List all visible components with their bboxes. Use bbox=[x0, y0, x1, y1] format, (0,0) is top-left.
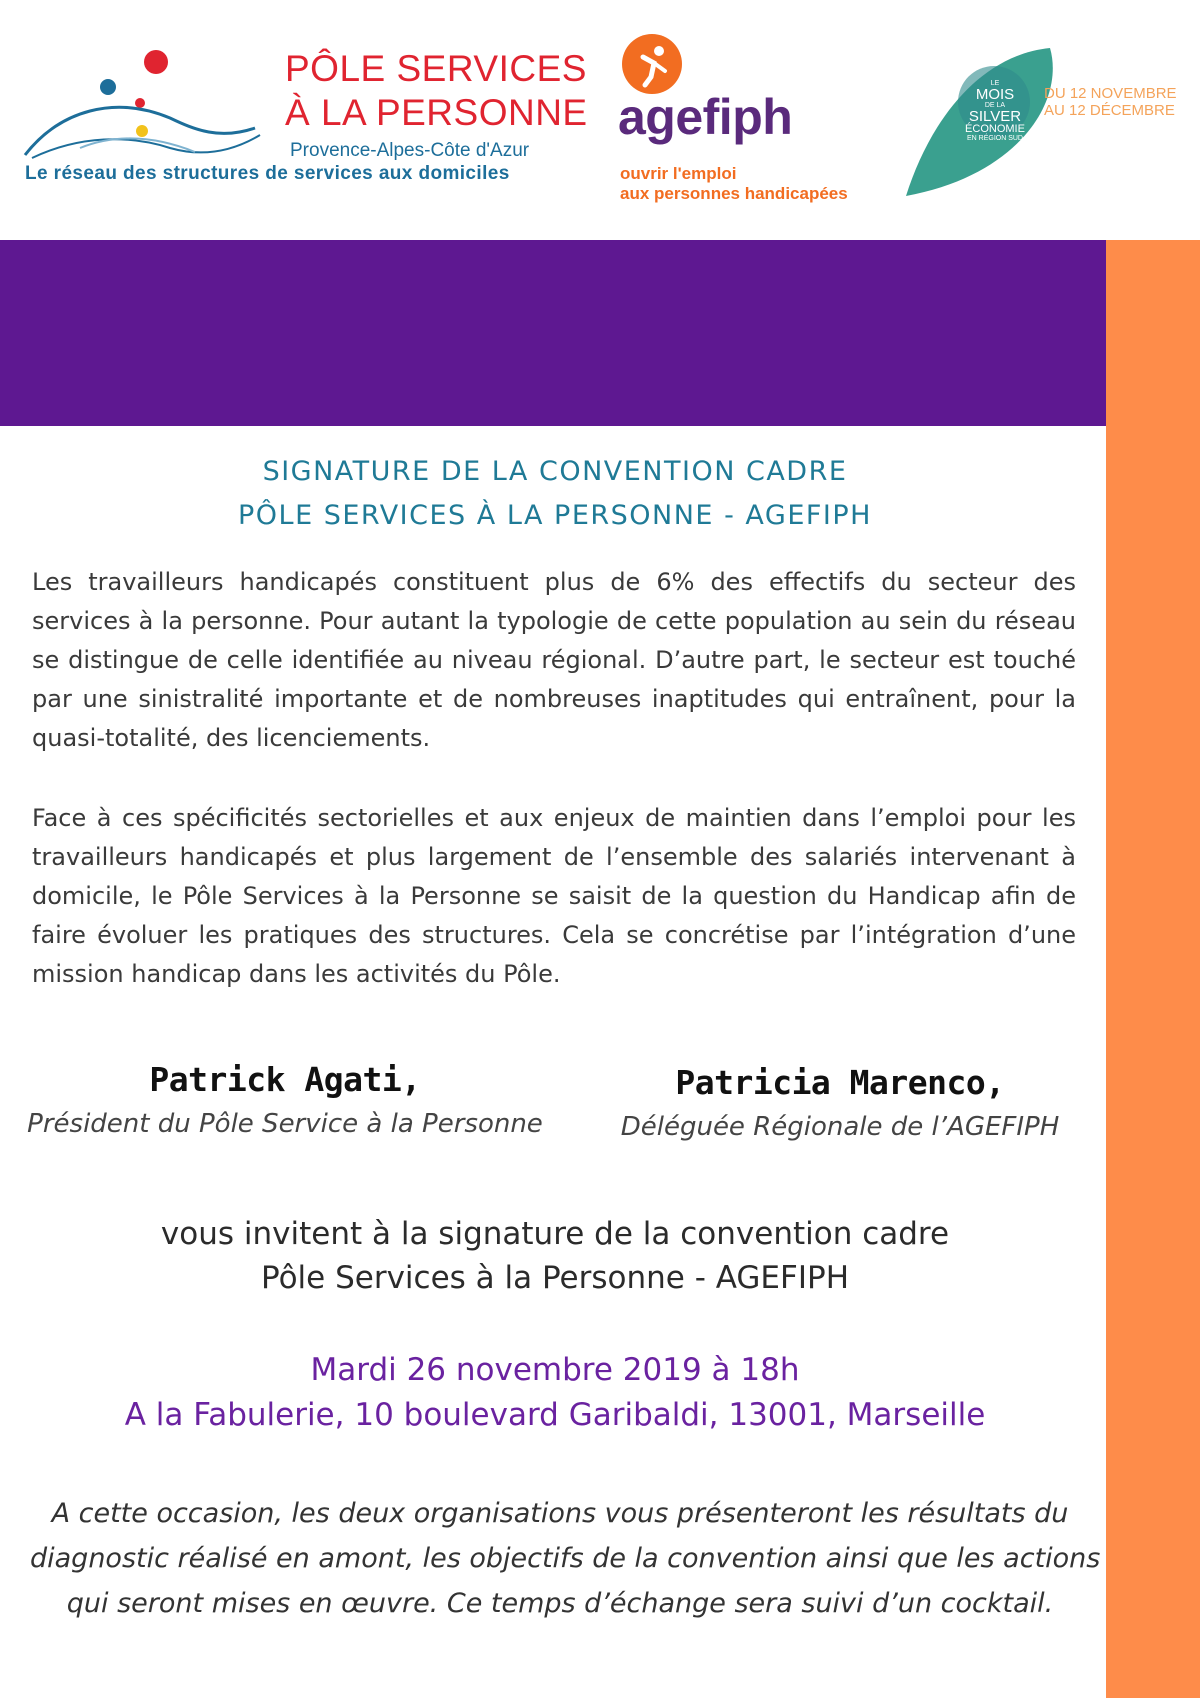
silver-region: EN RÉGION SUD bbox=[966, 135, 1023, 142]
agefiph-tagline-1: ouvrir l'emploi bbox=[620, 164, 737, 183]
intro-paragraph: Les travailleurs handicapés constituent plus de 6% des effectifs du secteur des services à la personne. Pour autant la typologie de cette population au sein du réseau se distingue de celle identifiée au niveau régional. D’autre part, le secteur est touché par une sinistralité importante et de nombreuses inaptitudes qui entraînent, pour la quasi-totalité, des licenciements. bbox=[32, 568, 1076, 752]
silver-economie-logo bbox=[900, 40, 1180, 200]
closing-line3: qui seront mises en œuvre. Ce temps d’échange sera suivi d’un cocktail. bbox=[66, 1588, 1054, 1619]
pole-logo-line2: À LA PERSONNE bbox=[285, 92, 588, 133]
header bbox=[0, 0, 1200, 240]
agefiph-tagline-2: aux personnes handicapées bbox=[620, 184, 848, 203]
invitation-line2: Pôle Services à la Personne - AGEFIPH bbox=[260, 1260, 850, 1296]
pole-logo-line1: PÔLE SERVICES bbox=[285, 48, 587, 89]
agefiph-name: agefiph bbox=[618, 89, 793, 145]
signer-name: Patricia Marenco, bbox=[675, 1063, 1005, 1102]
agefiph-logo bbox=[618, 30, 893, 205]
silver-de-la: DE LA bbox=[984, 102, 1006, 109]
silver-le: LE bbox=[990, 80, 1000, 87]
event-location: A la Fabulerie, 10 boulevard Garibaldi, 13001, Marseille bbox=[124, 1397, 986, 1433]
closing-line1: A cette occasion, les deux organisations vous présenteront les résultats du bbox=[51, 1498, 1069, 1529]
signer-role: Déléguée Régionale de l’AGEFIPH bbox=[620, 1112, 1060, 1142]
silver-date-line2: AU 12 DÉCEMBRE bbox=[1044, 101, 1175, 119]
signer-role: Président du Pôle Service à la Personne bbox=[27, 1109, 543, 1139]
document-title-line2: PÔLE SERVICES À LA PERSONNE - AGEFIPH bbox=[238, 500, 872, 531]
closing-line2: diagnostic réalisé en amont, les objectifs de la convention ainsi que les actions bbox=[30, 1543, 1101, 1574]
pole-logo-region: Provence-Alpes-Côte d'Azur bbox=[290, 140, 530, 161]
signer-right bbox=[570, 1060, 1110, 1142]
silver-dates bbox=[1044, 86, 1177, 119]
agefiph-person-icon bbox=[621, 33, 683, 95]
invitation-line1: vous invitent à la signature de la convention cadre bbox=[160, 1216, 950, 1252]
pole-services-logo bbox=[20, 40, 588, 190]
silver-economie: ÉCONOMIE bbox=[965, 123, 1025, 135]
signer-left bbox=[15, 1060, 555, 1139]
pole-logo-tagline: Le réseau des structures de services aux domiciles bbox=[25, 163, 510, 184]
event-date: Mardi 26 novembre 2019 à 18h bbox=[310, 1352, 800, 1388]
silver-mois: MOIS bbox=[975, 86, 1015, 103]
silver-date-line1: DU 12 NOVEMBRE bbox=[1044, 85, 1177, 102]
signer-name: Patrick Agati, bbox=[149, 1060, 421, 1099]
orange-side-bar bbox=[1106, 240, 1200, 1698]
silver-silver: SILVER bbox=[968, 108, 1022, 125]
document-title-line1: SIGNATURE DE LA CONVENTION CADRE bbox=[262, 456, 848, 487]
pole-logo-graphic bbox=[20, 40, 280, 170]
context-paragraph: Face à ces spécificités sectorielles et aux enjeux de maintien dans l’emploi pour les travailleurs handicapés et plus largement de l’ensemble des salariés intervenant à domicile, le Pôle Services à la Personne se saisit de la question du Handicap afin de faire évoluer les pratiques des structures. Cela se concrétise par l’intégration d’une mission handicap dans les activités du Pôle. bbox=[32, 804, 1076, 988]
purple-banner bbox=[0, 240, 1106, 426]
silver-logo-text bbox=[960, 80, 1030, 142]
